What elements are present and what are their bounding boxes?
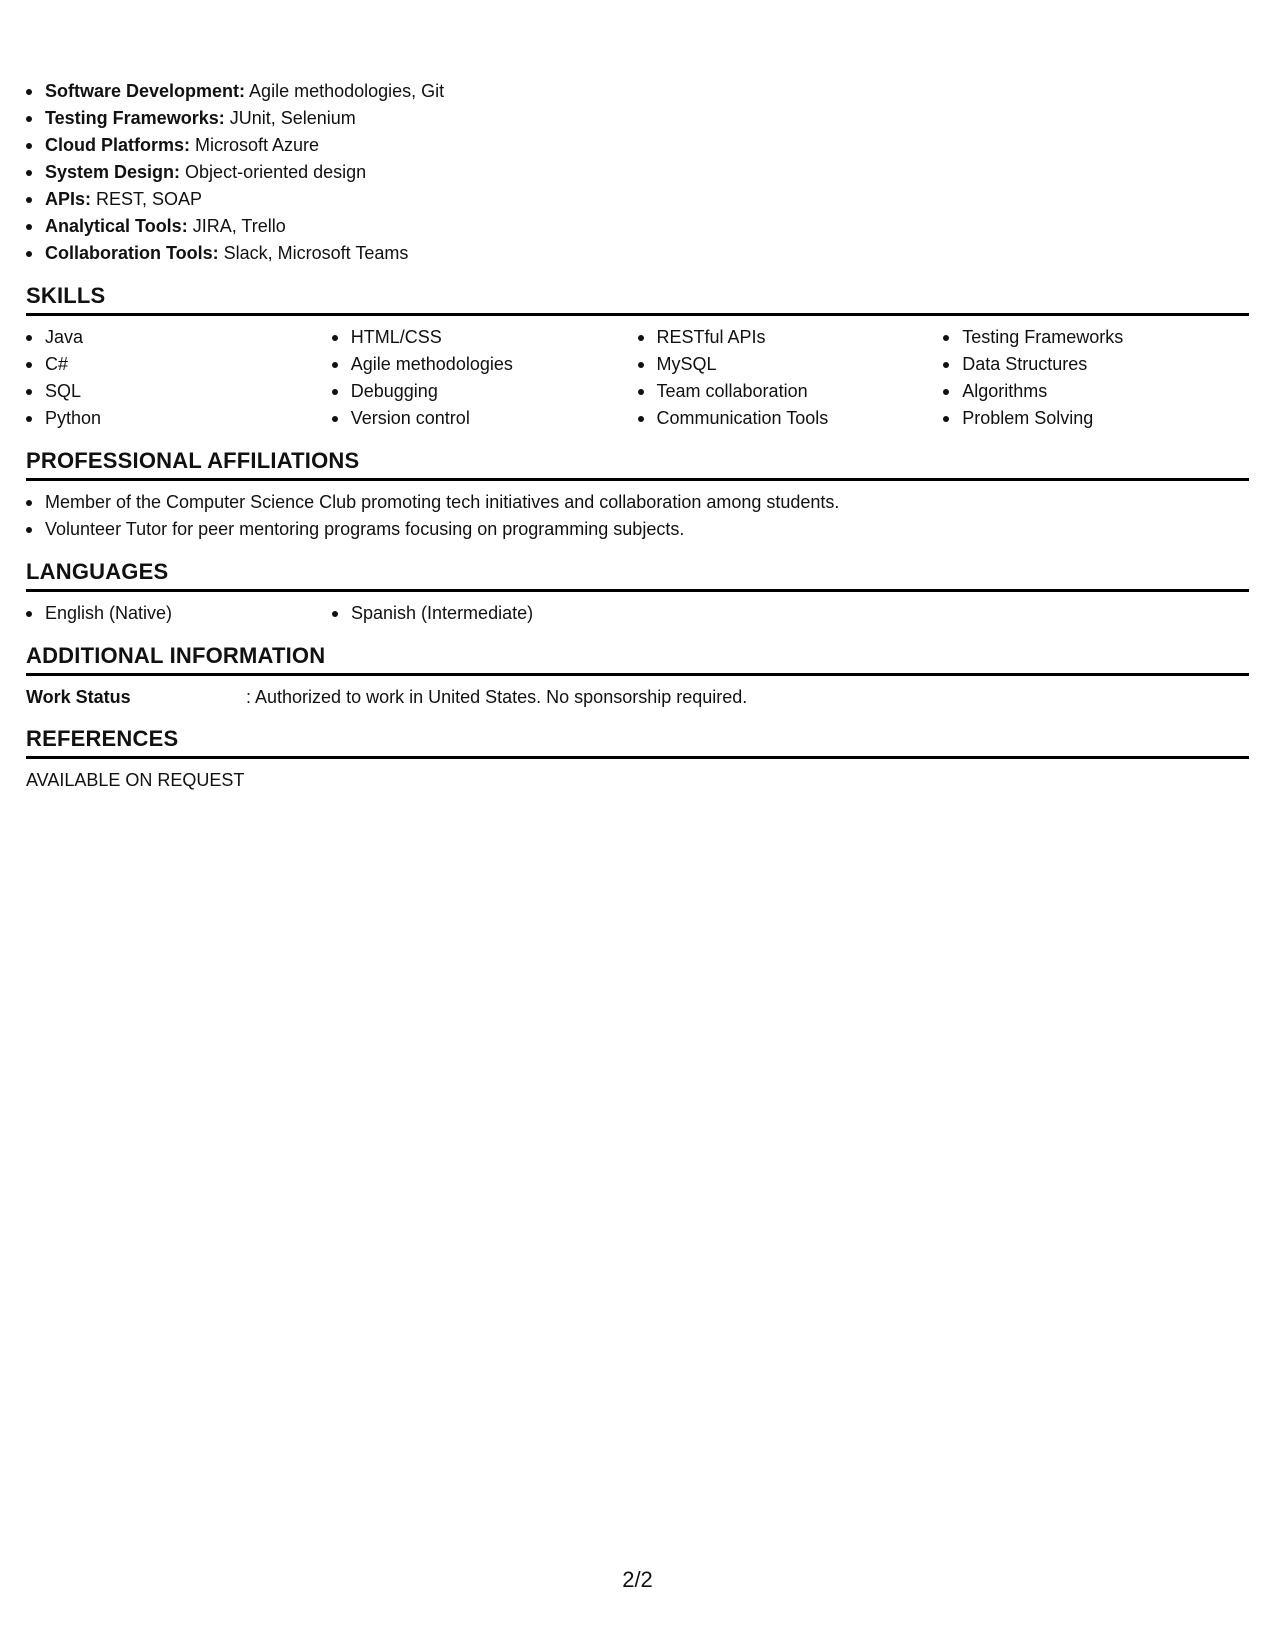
skill-item: Version control: [332, 405, 638, 432]
affiliations-list: [26, 481, 1249, 543]
list-item: Member of the Computer Science Club promoting tech initiatives and collaboration among students.: [26, 489, 1249, 516]
references-section: [26, 726, 1249, 793]
resume-page: [26, 78, 1249, 793]
list-item: Analytical Tools: JIRA, Trello: [26, 213, 1249, 240]
skill-item: SQL: [26, 378, 332, 405]
skill-item: RESTful APIs: [638, 324, 944, 351]
affiliations-section: [26, 448, 1249, 543]
skill-item: Agile methodologies: [332, 351, 638, 378]
skill-item: Data Structures: [943, 351, 1249, 378]
skill-item: MySQL: [638, 351, 944, 378]
work-status-label: Work Status: [26, 687, 131, 707]
work-status-row: [26, 676, 1249, 710]
section-title-affiliations: PROFESSIONAL AFFILIATIONS: [26, 448, 1249, 481]
skill-item: Team collaboration: [638, 378, 944, 405]
section-title-skills: SKILLS: [26, 283, 1249, 316]
list-item: Collaboration Tools: Slack, Microsoft Teams: [26, 240, 1249, 267]
section-title-languages: LANGUAGES: [26, 559, 1249, 592]
skill-item: Debugging: [332, 378, 638, 405]
references-text: AVAILABLE ON REQUEST: [26, 770, 245, 790]
skills-column-1: [26, 324, 332, 432]
list-item: System Design: Object-oriented design: [26, 159, 1249, 186]
additional-info-section: [26, 643, 1249, 710]
skills-grid: [26, 316, 1249, 432]
work-status-value: : Authorized to work in United States. No sponsorship required.: [246, 687, 748, 707]
skill-item: C#: [26, 351, 332, 378]
list-item: Testing Frameworks: JUnit, Selenium: [26, 105, 1249, 132]
skill-item: Java: [26, 324, 332, 351]
skill-item: HTML/CSS: [332, 324, 638, 351]
section-title-additional: ADDITIONAL INFORMATION: [26, 643, 1249, 676]
skill-item: Communication Tools: [638, 405, 944, 432]
skills-section: [26, 283, 1249, 432]
skills-column-3: [638, 324, 944, 432]
list-item: Volunteer Tutor for peer mentoring programs focusing on programming subjects.: [26, 516, 1249, 543]
technical-skills-list: [26, 78, 1249, 267]
skill-item: Testing Frameworks: [943, 324, 1249, 351]
skill-item: Python: [26, 405, 332, 432]
languages-list: [26, 592, 1249, 627]
list-item: Software Development: Agile methodologies, Git: [26, 78, 1249, 105]
skills-column-2: [332, 324, 638, 432]
language-item: English (Native): [26, 600, 332, 627]
skill-item: Problem Solving: [943, 405, 1249, 432]
list-item: Cloud Platforms: Microsoft Azure: [26, 132, 1249, 159]
list-item: APIs: REST, SOAP: [26, 186, 1249, 213]
languages-section: [26, 559, 1249, 627]
section-title-references: REFERENCES: [26, 726, 1249, 759]
page-number: 2/2: [622, 1567, 653, 1592]
language-item: Spanish (Intermediate): [332, 600, 638, 627]
skill-item: Algorithms: [943, 378, 1249, 405]
skills-column-4: [943, 324, 1249, 432]
